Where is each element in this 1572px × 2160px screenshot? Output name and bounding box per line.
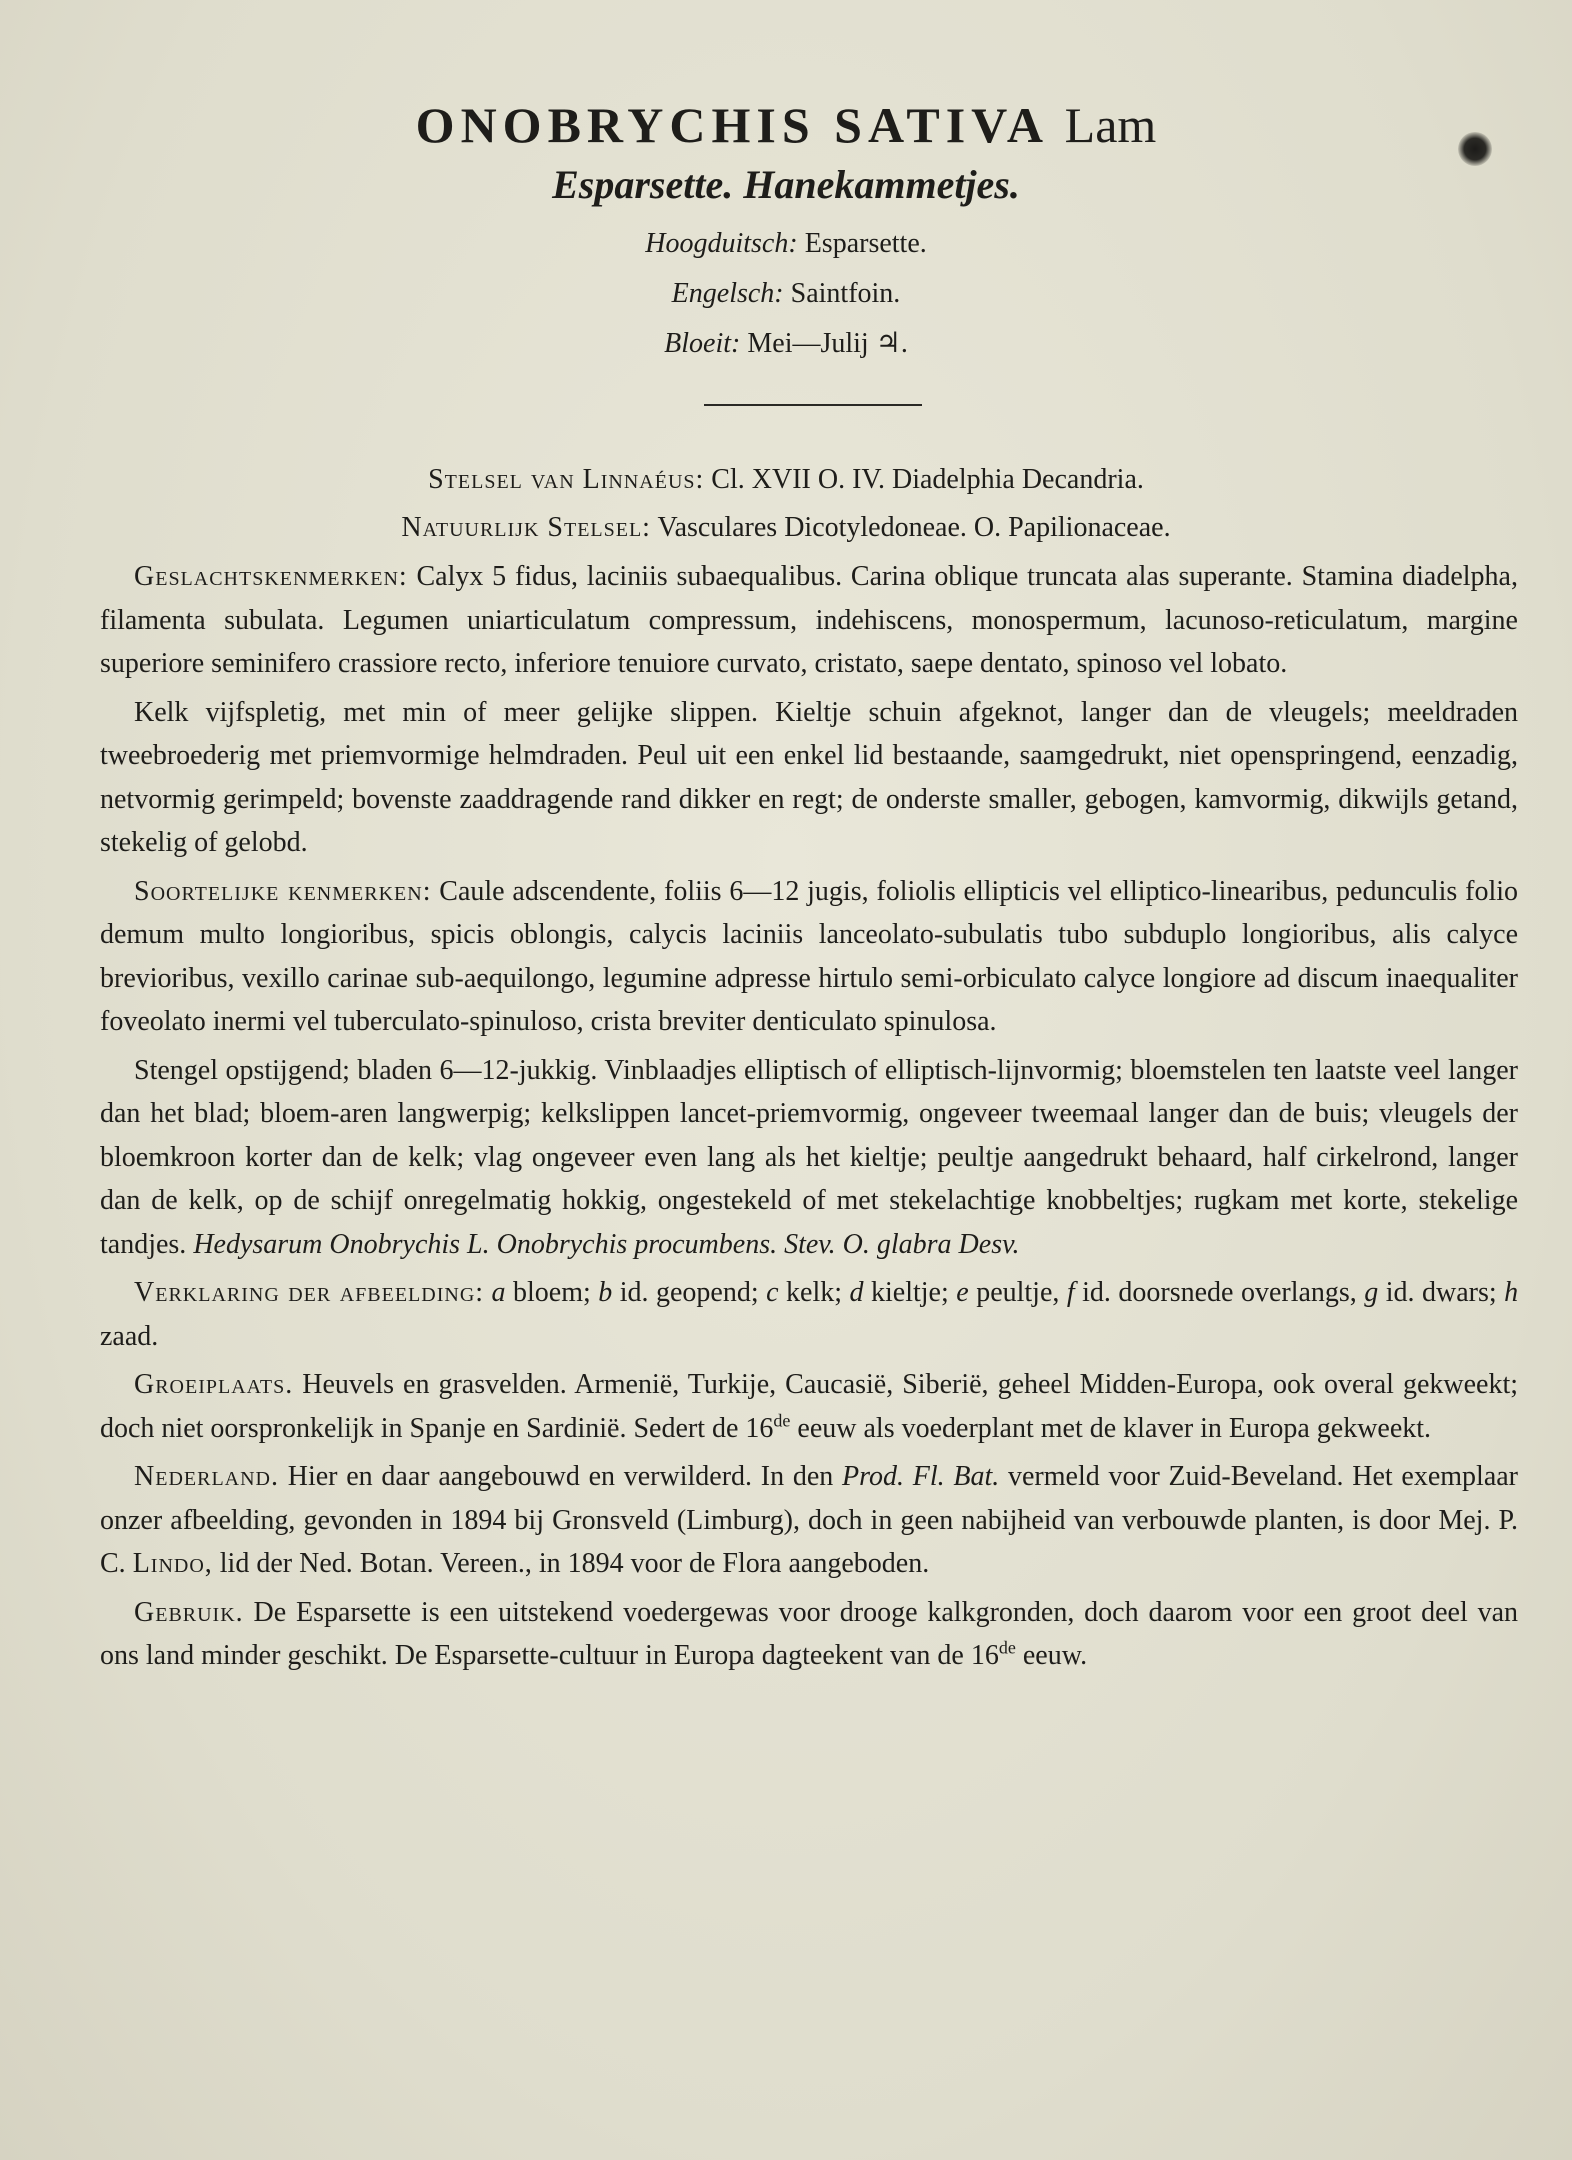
divider-rule [704, 404, 922, 406]
german-label: Hoogduitsch: [645, 228, 798, 259]
figure-text-b: id. geopend; [619, 1277, 759, 1308]
use-paragraph [100, 1591, 1518, 1678]
use-text-b: eeuw. [1022, 1640, 1088, 1671]
netherlands-text-b: vermeld voor Zuid-Beveland. Het exemplaar onzer afbeelding, gevonden in 1894 bij Gronsveld (Limburg), doch in geen nabijheid van verbouwde planten, is door Mej. P. C. [100, 1461, 1519, 1579]
habitat-superscript: de [773, 1410, 791, 1431]
netherlands-paragraph [100, 1455, 1518, 1586]
figure-letter-h: h [1504, 1277, 1519, 1308]
netherlands-reference: Prod. Fl. Bat. [842, 1461, 1000, 1492]
figure-text-g: id. dwars; [1385, 1277, 1497, 1308]
linnaeus-system-line [0, 462, 1572, 498]
habitat-paragraph [100, 1363, 1518, 1450]
species-latin-text: Caule adscendente, foliis 6—12 jugis, foliolis ellipticis vel elliptico-linearibus, pedunculis folio demum multo longioribus, spicis oblongis, calycis laciniis lanceolato-subulatis tubo subduplo longioribus, alis calyce brevioribus, vexillo carinae sub-aequilongo, legumine adpresse hirtulo semi-orbiculato calyce longiore ad discum inaequaliter foveolato inermi vel tuberculato-spinuloso, crista breviter denticulato spinulosa. [100, 875, 1519, 1037]
figure-legend-paragraph [100, 1271, 1518, 1358]
bloom-line [0, 326, 1572, 362]
netherlands-collector-name: Lindo, [132, 1548, 213, 1579]
english-label: Engelsch: [671, 278, 784, 309]
figure-text-f: id. doorsnede overlangs, [1082, 1277, 1357, 1308]
description-body [100, 555, 1518, 1683]
natural-label: Natuurlijk Stelsel: [401, 512, 651, 543]
figure-text-a: bloem; [513, 1277, 591, 1308]
page-title [0, 95, 1572, 155]
title-author: Lam [1064, 97, 1157, 153]
genus-latin-paragraph [100, 555, 1518, 686]
netherlands-text-a: Hier en daar aangebouwd en verwilderd. In den [287, 1461, 834, 1492]
figure-letter-d: d [849, 1277, 864, 1308]
figure-letter-f: f [1066, 1277, 1075, 1308]
habitat-text-a: Heuvels en grasvelden. Armenië, Turkije, Caucasië, Siberië, geheel Midden-Europa, ook overal gekweekt; doch niet oorspronkelijk in Spanje en Sardinië. Sedert de 16 [100, 1369, 1519, 1444]
linnaeus-value: Cl. XVII O. IV. Diadelphia Decandria. [711, 464, 1144, 495]
german-value: Esparsette. [804, 228, 927, 259]
bloom-label: Bloeit: [664, 328, 741, 359]
linnaeus-label: Stelsel van Linnaéus: [428, 464, 705, 495]
genus-dutch-paragraph: Kelk vijfspletig, met min of meer gelijke slippen. Kieltje schuin afgeknot, langer dan de vleugels; meeldraden tweebroederig met priemvormige helmdraden. Peul uit een enkel lid bestaande, saamgedrukt, niet openspringend, eenzadig, netvormig gerimpeld; bovenste zaaddragende rand dikker en regt; de onderste smaller, gebogen, kamvormig, dikwijls getand, stekelig of gelobd. [100, 696, 1518, 858]
figure-text-d: kieltje; [871, 1277, 949, 1308]
use-label: Gebruik. [134, 1596, 244, 1628]
habitat-text-b: eeuw als voederplant met de klaver in Europa gekweekt. [797, 1412, 1432, 1444]
genus-latin-text: Calyx 5 fidus, laciniis subaequalibus. Carina oblique truncata alas superante. Stamina diadelpha, filamenta subulata. Legumen uniarticulatum compressum, indehiscens, monospermum, lacunoso-reticulatum, margine superiore seminifero crassiore recto, inferiore tenuiore curvato, cristato, saepe dentato, spinoso vel lobato. [100, 561, 1518, 679]
netherlands-text-c: lid der Ned. Botan. Vereen., in 1894 voor de Flora aangeboden. [219, 1548, 930, 1579]
german-name-line [0, 226, 1572, 262]
genus-label: Geslachtskenmerken: [134, 561, 408, 592]
natural-system-line [0, 510, 1572, 546]
netherlands-label: Nederland. [134, 1461, 279, 1492]
habitat-label: Groeiplaats. [134, 1369, 294, 1400]
synonyms-text: Hedysarum Onobrychis L. Onobrychis procumbens. Stev. O. glabra Desv. [193, 1228, 1020, 1260]
figure-text-h: zaad. [100, 1320, 159, 1352]
english-value: Saintfoin. [790, 278, 901, 309]
figure-letter-c: c [766, 1277, 779, 1308]
figure-label: Verklaring der afbeelding: [134, 1277, 485, 1308]
figure-letter-g: g [1364, 1277, 1379, 1308]
common-names: Esparsette. Hanekammetjes. [552, 162, 1020, 207]
natural-value: Vasculares Dicotyledoneae. O. Papilionaceae. [657, 512, 1171, 543]
use-superscript: de [998, 1637, 1016, 1658]
figure-letter-b: b [598, 1277, 613, 1308]
figure-letter-a: a [491, 1277, 506, 1308]
figure-letter-e: e [956, 1277, 969, 1308]
species-label: Soortelijke kenmerken: [134, 875, 432, 907]
use-text-a: De Esparsette is een uitstekend voedergewas voor drooge kalkgronden, doch daarom voor een groot deel van ons land minder geschikt. De Esparsette-cultuur in Europa dagteekent van de 16 [100, 1596, 1519, 1671]
english-name-line [0, 276, 1572, 312]
species-dutch-paragraph [100, 1049, 1518, 1267]
species-latin-paragraph [100, 870, 1518, 1044]
bloom-value: Mei—Julij ♃. [747, 328, 908, 359]
figure-text-e: peultje, [976, 1277, 1060, 1308]
species-dutch-text: Stengel opstijgend; bladen 6—12-jukkig. Vinblaadjes elliptisch of elliptisch-lijnvormig; bloemstelen ten laatste veel langer dan het blad; bloem-aren langwerpig; kelkslippen lancet-priemvormig, ongeveer tweemaal langer dan de buis; vleugels der bloemkroon korter dan de kelk; vlag ongeveer even lang als het kieltje; peultje aangedrukt behaard, half cirkelrond, langer dan de kelk, op de schijf onregelmatig hokkig, ongestekeld of met stekelachtige knobbeltjes; rugkam met korte, stekelige tandjes. [100, 1054, 1518, 1260]
figure-text-c: kelk; [786, 1277, 843, 1308]
title-species: ONOBRYCHIS SATIVA [415, 97, 1047, 153]
